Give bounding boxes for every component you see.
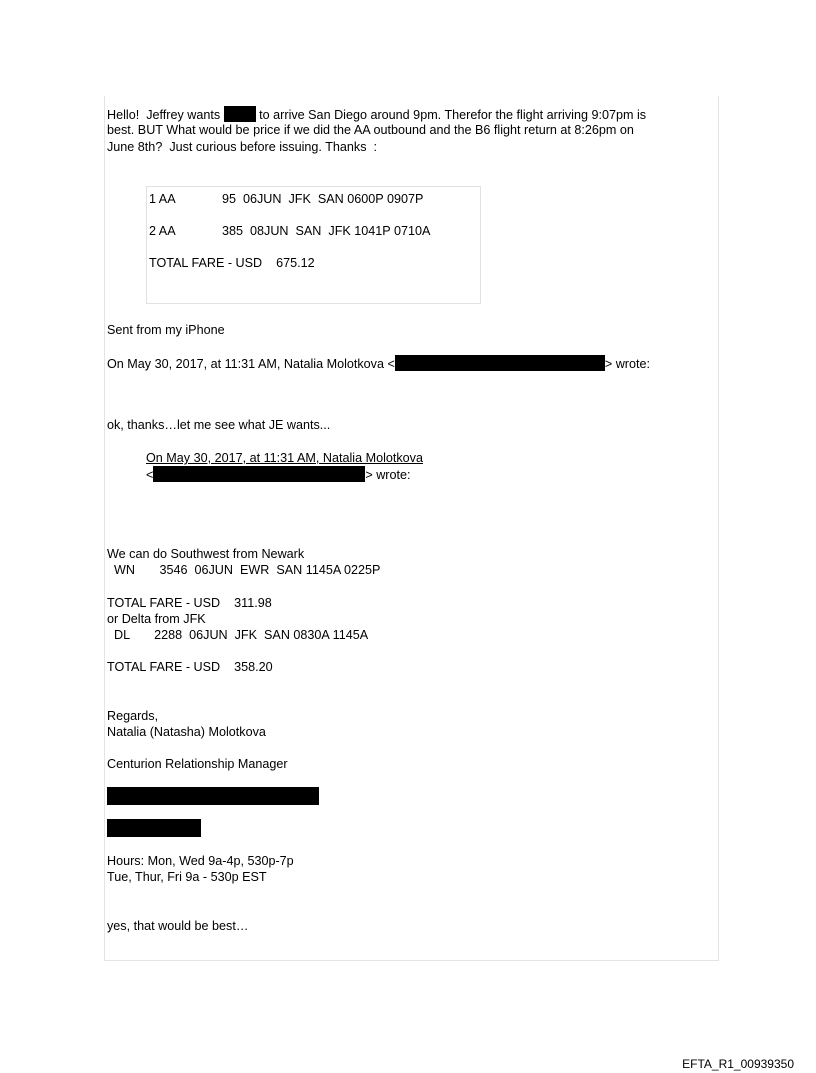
document-id: EFTA_R1_00939350: [682, 1057, 794, 1071]
hours-line-1: Hours: Mon, Wed 9a-4p, 530p-7p: [107, 854, 294, 868]
dl-flight-line: DL 2288 06JUN JFK SAN 0830A 1145A: [107, 628, 369, 642]
wn-flight-line: WN 3546 06JUN EWR SAN 1145A 0225P: [107, 563, 381, 577]
redaction-box: [224, 106, 256, 122]
opening-line-3: June 8th? Just curious before issuing. Thanks :: [107, 140, 377, 154]
redaction-box: [107, 819, 201, 837]
quoted-attribution-email: < > wrote:: [146, 468, 411, 482]
opening-line-1: Hello! Jeffrey wants to arrive San Diego around 9pm. Therefor the flight arriving 9:07pm is: [107, 108, 647, 122]
dl-total: TOTAL FARE - USD 358.20: [107, 660, 273, 674]
attribution-line: On May 30, 2017, at 11:31 AM, Natalia Molotkova < > wrote:: [107, 357, 650, 371]
quoted-attribution: On May 30, 2017, at 11:31 AM, Natalia Molotkova: [146, 451, 423, 465]
reply-text: ok, thanks…let me see what JE wants...: [107, 418, 331, 432]
itinerary-row: 2 AA 385 08JUN SAN JFK 1041P 0710A: [149, 224, 431, 238]
redacted-email: [395, 355, 605, 371]
sender-title: Centurion Relationship Manager: [107, 757, 288, 771]
regards: Regards,: [107, 709, 159, 723]
opening-line-2: best. BUT What would be price if we did the AA outbound and the B6 flight return at 8:26pm on: [107, 123, 634, 137]
itinerary-row: 1 AA 95 06JUN JFK SAN 0600P 0907P: [149, 192, 424, 206]
sender-name: Natalia (Natasha) Molotkova: [107, 725, 266, 739]
redaction-box: [107, 787, 319, 805]
delta-intro: or Delta from JFK: [107, 612, 206, 626]
itinerary-box: [146, 186, 481, 304]
redacted-email: [153, 466, 365, 482]
final-reply: yes, that would be best…: [107, 919, 249, 933]
hours-line-2: Tue, Thur, Fri 9a - 530p EST: [107, 870, 267, 884]
sent-from-iphone: Sent from my iPhone: [107, 323, 225, 337]
wn-total: TOTAL FARE - USD 311.98: [107, 596, 272, 610]
itinerary-total: TOTAL FARE - USD 675.12: [149, 256, 315, 270]
options-intro: We can do Southwest from Newark: [107, 547, 305, 561]
